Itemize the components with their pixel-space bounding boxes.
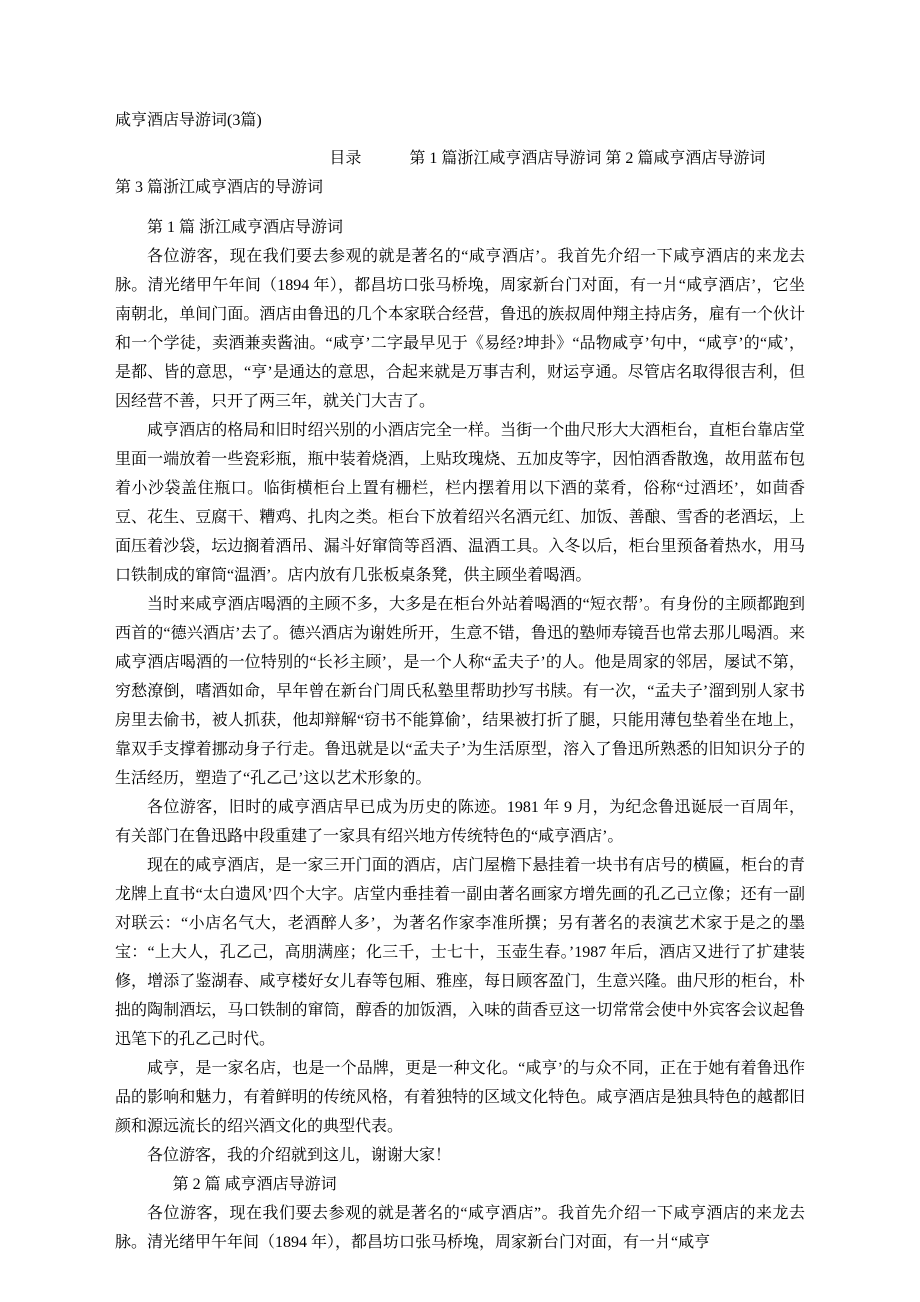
blank-line [115, 202, 805, 213]
section-2-heading: 第 2 篇 咸亨酒店导游词 [172, 1176, 337, 1193]
section-1-paragraph-2: 咸亨酒店的格局和旧时绍兴别的小酒店完全一样。当街一个曲尺形大大酒柜台，直柜台靠店堂里面一端放着一些瓷彩瓶，瓶中装着烧酒，上贴玫瑰烧、五加皮等字，因怕酒香散逸，故用蓝布包着小沙袋盖住瓶口。临街横柜台上置有栅栏，栏内摆着用以下酒的菜肴，俗称“过酒坯’，如茴香豆、花生、豆腐干、糟鸡、扎肉之类。柜台下放着绍兴名酒元红、加饭、善酿、雪香的老酒坛，上面压着沙袋，坛边搁着酒吊、漏斗好窜筒等舀酒、温酒工具。入冬以后，柜台里预备着热水，用马口铁制成的窜筒“温酒’。店内放有几张板桌条凳，供主顾坐着喝酒。 [115, 422, 805, 584]
section-1-closing-line: 各位游客，我的介绍就到这儿，谢谢大家！ [147, 1147, 452, 1164]
section-1-paragraph-1: 各位游客，现在我们要去参观的就是著名的“咸亨酒店’。我首先介绍一下咸亨酒店的来龙去脉。清光绪甲午年间（1894 年），都昌坊口张马桥堍，周家新台门对面，有一爿“咸亨酒店’，它坐南朝北，单间门面。酒店由鲁迅的几个本家联合经营，鲁迅的族叔周仲翔主持店务，雇有一个伙计和一个学徒，卖酒兼卖酱油。“咸亨’二字最早见于《易经?坤卦》“品物咸亨’句中，“咸亨’的“咸’，是都、皆的意思，“亨’是通达的意思，合起来就是万事吉利，财运亨通。尽管店名取得很吉利，但因经营不善，只开了两三年，就关门大吉了。 [115, 248, 805, 410]
section-1-paragraph-4: 各位游客，旧时的咸亨酒店早已成为历史的陈迹。1981 年 9 月，为纪念鲁迅诞辰一百周年，有关部门在鲁迅路中段重建了一家具有绍兴地方传统特色的“咸亨酒店’。 [115, 799, 805, 845]
section-1-paragraph-6: 咸亨，是一家名店，也是一个品牌，更是一种文化。“咸亨’的与众不同，正在于她有着鲁迅作品的影响和魅力，有着鲜明的传统风格，有着独特的区域文化特色。咸亨酒店是独具特色的越都旧颜和源远流长的绍兴酒文化的典型代表。 [115, 1060, 805, 1135]
section-2-paragraph-1: 各位游客，现在我们要去参观的就是著名的“咸亨酒店”。我首先介绍一下咸亨酒店的来龙去脉。清光绪甲午年间（1894 年），都昌坊口张马桥堍，周家新台门对面，有一爿“咸亨 [115, 1205, 805, 1251]
section-1-paragraph-3: 当时来咸亨酒店喝酒的主顾不多，大多是在柜台外站着喝酒的“短衣帮’。有身份的主顾都跑到西首的“德兴酒店’去了。德兴酒店为谢姓所开，生意不错，鲁迅的塾师寿镜吾也常去那儿喝酒。来咸亨酒店喝酒的一位特别的“长衫主顾’，是一个人称“孟夫子’的人。他是周家的邻居，屡试不第，穷愁潦倒，嗜酒如命，早年曾在新台门周氏私塾里帮助抄写书牍。有一次，“孟夫子’溜到别人家书房里去偷书，被人抓获，他却辩解“窃书不能算偷’，结果被打折了腿，只能用薄包垫着坐在地上，靠双手支撑着挪动身子行走。鲁迅就是以“孟夫子’为生活原型，溶入了鲁迅所熟悉的旧知识分子的生活经历，塑造了“孔乙己’这以艺术形象的。 [115, 596, 805, 787]
document-title: 咸亨酒店导游词(3篇) [115, 112, 262, 129]
section-1-heading: 第 1 篇 浙江咸亨酒店导游词 [147, 219, 344, 236]
toc-line-1: 目录 第 1 篇浙江咸亨酒店导游词 第 2 篇咸亨酒店导游词 [329, 150, 766, 167]
section-1-paragraph-5: 现在的咸亨酒店，是一家三开门面的酒店，店门屋檐下悬挂着一块书有店号的横匾，柜台的青龙牌上直书“太白遗风’四个大字。店堂内垂挂着一副由著名画家方增先画的孔乙己立像；还有一副对联云：“小店名气大，老酒醉人多’，为著名作家李准所撰；另有著名的表演艺术家于是之的墨宝：“上大人，孔乙己，高朋满座；化三千，士七十，玉壶生春。’1987 年后，酒店又进行了扩建装修，增添了鉴湖春、咸亨楼好女儿春等包厢、雅座，每日顾客盈门，生意兴隆。曲尺形的柜台，朴拙的陶制酒坛，马口铁制的窜筒，醇香的加饭酒，入味的茴香豆这一切常常会使中外宾客会议起鲁迅笔下的孔乙己时代。 [115, 857, 805, 1048]
toc-line-2: 第 3 篇浙江咸亨酒店的导游词 [115, 179, 324, 196]
